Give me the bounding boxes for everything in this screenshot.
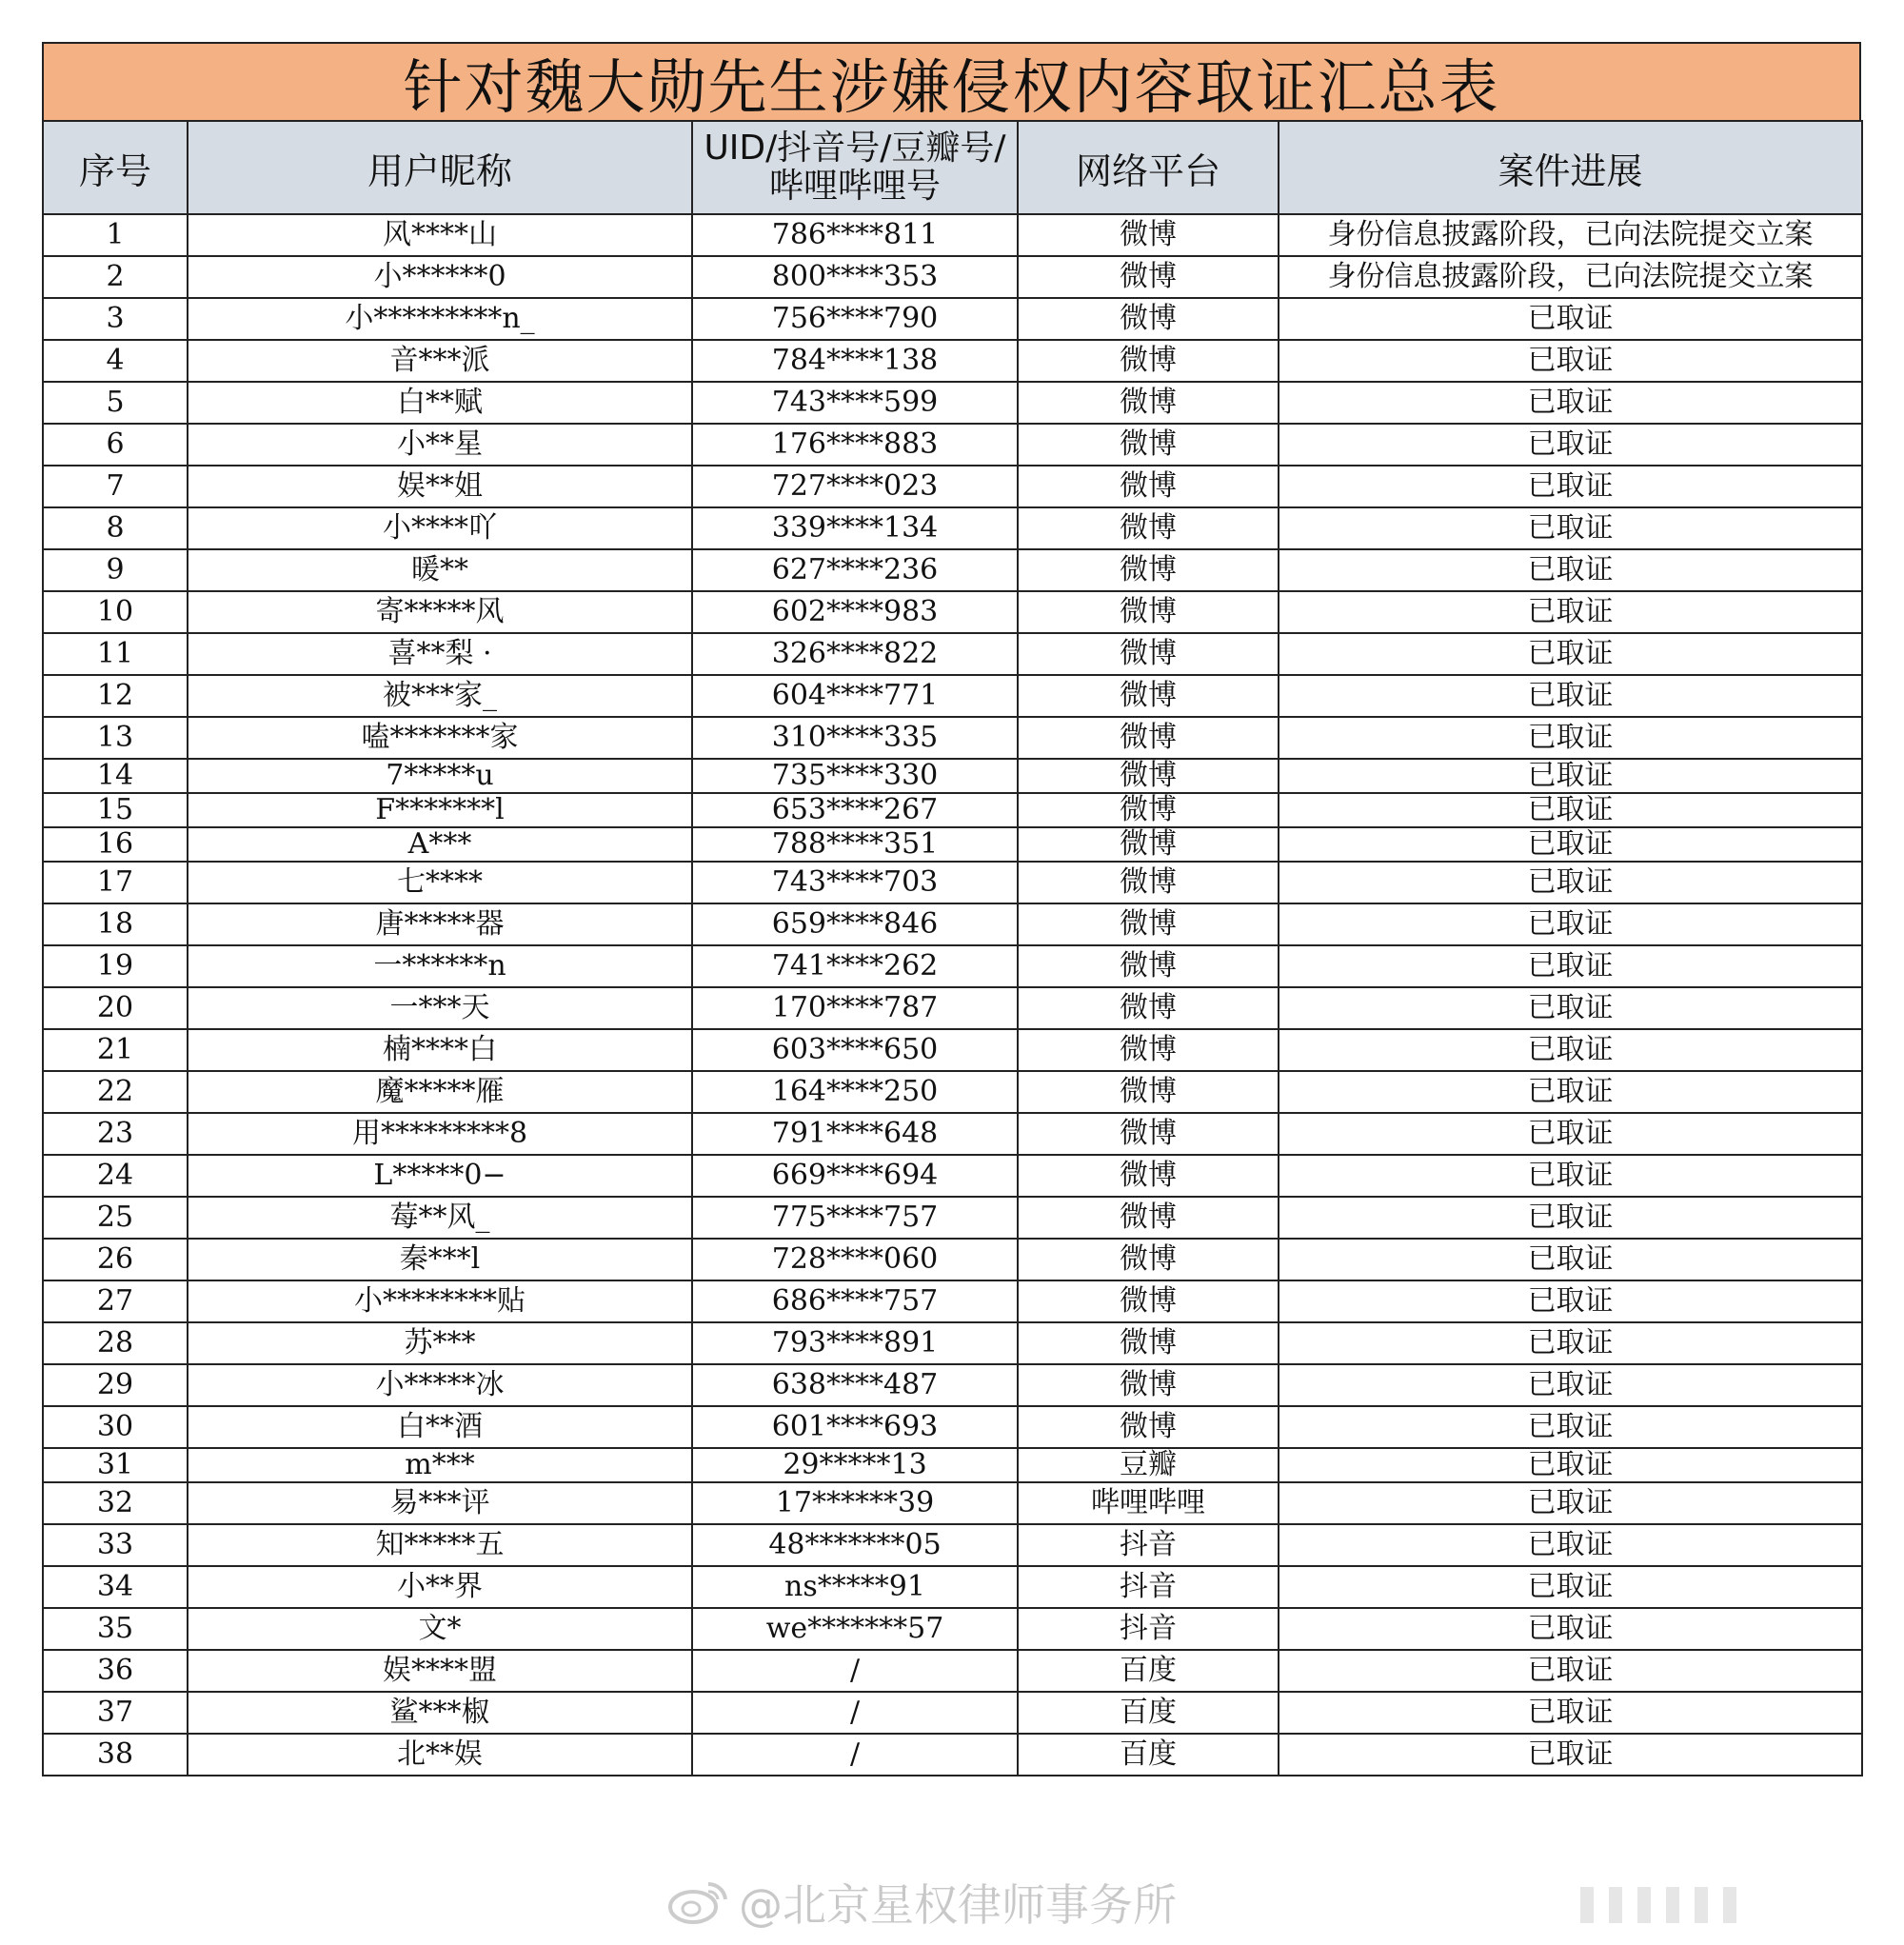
cell-progress: 已取证 [1279,1566,1862,1608]
cell-uid: 164****250 [692,1071,1018,1113]
cell-progress: 已取证 [1279,1608,1862,1650]
cell-progress: 已取证 [1279,382,1862,424]
cell-index: 25 [43,1197,188,1239]
table-row [43,1448,1862,1482]
cell-uid: 791****648 [692,1113,1018,1155]
cell-uid: 17******39 [692,1482,1018,1524]
table-row [43,1692,1862,1734]
cell-platform: 微博 [1018,759,1279,793]
cell-progress: 已取证 [1279,793,1862,827]
cell-platform: 微博 [1018,256,1279,298]
cell-platform: 抖音 [1018,1524,1279,1566]
cell-uid: 603****650 [692,1029,1018,1071]
table-row [43,256,1862,298]
table-row [43,945,1862,987]
cell-nickname: 嗑*******家 [188,717,692,759]
cell-index: 11 [43,633,188,675]
table-row [43,466,1862,507]
table-row [43,903,1862,945]
table-row [43,382,1862,424]
cell-index: 16 [43,827,188,862]
table-row [43,759,1862,793]
cell-platform: 微博 [1018,675,1279,717]
cell-platform: 微博 [1018,340,1279,382]
cell-uid: 326****822 [692,633,1018,675]
cell-uid: 602****983 [692,591,1018,633]
cell-uid: 727****023 [692,466,1018,507]
cell-progress: 已取证 [1279,1155,1862,1197]
cell-index: 8 [43,507,188,549]
table-row [43,1482,1862,1524]
cell-nickname: 小**界 [188,1566,692,1608]
cell-nickname: 风****山 [188,214,692,256]
cell-nickname: A*** [188,827,692,862]
cell-platform: 微博 [1018,793,1279,827]
cell-platform: 微博 [1018,1322,1279,1364]
table-row [43,1113,1862,1155]
header-progress: 案件进展 [1279,121,1862,214]
cell-nickname: L*****0− [188,1155,692,1197]
cell-platform: 微博 [1018,862,1279,903]
cell-platform: 微博 [1018,1071,1279,1113]
table-row [43,1650,1862,1692]
cell-platform: 微博 [1018,827,1279,862]
cell-uid: / [692,1650,1018,1692]
table-row [43,1197,1862,1239]
table-row [43,1406,1862,1448]
cell-nickname: 用*********8 [188,1113,692,1155]
cell-index: 32 [43,1482,188,1524]
cell-index: 4 [43,340,188,382]
cell-index: 22 [43,1071,188,1113]
watermark-text: @北京星权律师事务所 [739,1879,1177,1931]
cell-nickname: 喜**梨 · [188,633,692,675]
cell-progress: 已取证 [1279,827,1862,862]
cell-uid: 176****883 [692,424,1018,466]
cell-progress: 已取证 [1279,1364,1862,1406]
cell-platform: 抖音 [1018,1566,1279,1608]
cell-index: 24 [43,1155,188,1197]
cell-progress: 已取证 [1279,1650,1862,1692]
cell-nickname: 易***评 [188,1482,692,1524]
cell-nickname: 莓**风_ [188,1197,692,1239]
cell-uid: 659****846 [692,903,1018,945]
cell-progress: 已取证 [1279,987,1862,1029]
cell-nickname: 七**** [188,862,692,903]
cell-progress: 已取证 [1279,903,1862,945]
cell-progress: 已取证 [1279,340,1862,382]
header-row [43,121,1862,214]
cell-nickname: 北**娱 [188,1734,692,1776]
table-row [43,507,1862,549]
cell-progress: 已取证 [1279,424,1862,466]
table-row [43,987,1862,1029]
cell-progress: 已取证 [1279,1734,1862,1776]
table-row [43,675,1862,717]
cell-progress: 身份信息披露阶段，已向法院提交立案 [1279,256,1862,298]
cell-nickname: 小*****冰 [188,1364,692,1406]
cell-progress: 已取证 [1279,1692,1862,1734]
cell-nickname: 知*****五 [188,1524,692,1566]
cell-uid: 686****757 [692,1280,1018,1322]
cell-nickname: 小****吖 [188,507,692,549]
cell-progress: 已取证 [1279,298,1862,340]
cell-progress: 已取证 [1279,507,1862,549]
cell-uid: 784****138 [692,340,1018,382]
cell-index: 21 [43,1029,188,1071]
cell-uid: 601****693 [692,1406,1018,1448]
weibo-logo-icon [666,1878,729,1926]
cell-platform: 微博 [1018,717,1279,759]
table-title: 针对魏大勋先生涉嫌侵权内容取证汇总表 [42,42,1861,120]
cell-index: 20 [43,987,188,1029]
cell-index: 35 [43,1608,188,1650]
table-row [43,1524,1862,1566]
cell-nickname: 娱**姐 [188,466,692,507]
cell-progress: 已取证 [1279,717,1862,759]
cell-platform: 微博 [1018,987,1279,1029]
cell-progress: 已取证 [1279,1524,1862,1566]
cell-index: 31 [43,1448,188,1482]
table-row [43,424,1862,466]
cell-nickname: 音***派 [188,340,692,382]
table-row [43,1608,1862,1650]
cell-uid: 743****703 [692,862,1018,903]
cell-uid: 775****757 [692,1197,1018,1239]
cell-uid: 627****236 [692,549,1018,591]
cell-nickname: 魔*****雁 [188,1071,692,1113]
cell-index: 34 [43,1566,188,1608]
cell-platform: 微博 [1018,466,1279,507]
cell-index: 2 [43,256,188,298]
cell-platform: 微博 [1018,298,1279,340]
cell-nickname: 一******n [188,945,692,987]
cell-index: 38 [43,1734,188,1776]
cell-nickname: 鲨***椒 [188,1692,692,1734]
cell-nickname: 楠****白 [188,1029,692,1071]
cell-index: 9 [43,549,188,591]
cell-nickname: 暖** [188,549,692,591]
cell-uid: 604****771 [692,675,1018,717]
cell-uid: 669****694 [692,1155,1018,1197]
cell-nickname: 一***天 [188,987,692,1029]
cell-progress: 已取证 [1279,862,1862,903]
cell-nickname: 7*****u [188,759,692,793]
cell-platform: 微博 [1018,382,1279,424]
cell-platform: 微博 [1018,1280,1279,1322]
cell-progress: 已取证 [1279,549,1862,591]
cell-index: 7 [43,466,188,507]
cell-uid: 728****060 [692,1239,1018,1280]
table-row [43,1566,1862,1608]
cell-index: 18 [43,903,188,945]
cell-progress: 已取证 [1279,1239,1862,1280]
cell-uid: 741****262 [692,945,1018,987]
cell-index: 19 [43,945,188,987]
table-row [43,793,1862,827]
header-platform: 网络平台 [1018,121,1279,214]
table-row [43,591,1862,633]
cell-progress: 已取证 [1279,1197,1862,1239]
cell-nickname: 唐*****器 [188,903,692,945]
cell-platform: 抖音 [1018,1608,1279,1650]
header-nickname: 用户昵称 [188,121,692,214]
cell-progress: 已取证 [1279,633,1862,675]
cell-nickname: 秦***l [188,1239,692,1280]
table-row [43,340,1862,382]
table-row [43,214,1862,256]
cell-index: 37 [43,1692,188,1734]
cell-index: 15 [43,793,188,827]
evidence-table [42,120,1863,1776]
cell-platform: 微博 [1018,633,1279,675]
cell-index: 33 [43,1524,188,1566]
cell-progress: 已取证 [1279,945,1862,987]
cell-platform: 微博 [1018,903,1279,945]
cell-platform: 微博 [1018,214,1279,256]
cell-index: 14 [43,759,188,793]
cell-nickname: 小*********n_ [188,298,692,340]
header-index: 序号 [43,121,188,214]
cell-uid: 756****790 [692,298,1018,340]
cell-index: 23 [43,1113,188,1155]
cell-nickname: 娱****盟 [188,1650,692,1692]
weibo-watermark [666,1871,1177,1934]
cell-progress: 已取证 [1279,1071,1862,1113]
evidence-summary-sheet [42,42,1861,1776]
cell-progress: 已取证 [1279,759,1862,793]
cell-uid: 743****599 [692,382,1018,424]
cell-nickname: F*******l [188,793,692,827]
table-row [43,1239,1862,1280]
cell-progress: 已取证 [1279,591,1862,633]
table-row [43,549,1862,591]
cell-nickname: 小**星 [188,424,692,466]
table-row [43,717,1862,759]
cell-progress: 已取证 [1279,1448,1862,1482]
cell-progress: 已取证 [1279,1482,1862,1524]
cell-uid: 653****267 [692,793,1018,827]
cell-nickname: 苏*** [188,1322,692,1364]
cell-index: 5 [43,382,188,424]
table-row [43,1071,1862,1113]
header-uid: UID/抖音号/豆瓣号/哔哩哔哩号 [692,121,1018,214]
cell-platform: 微博 [1018,591,1279,633]
cell-platform: 哔哩哔哩 [1018,1482,1279,1524]
cell-index: 17 [43,862,188,903]
cell-nickname: 寄*****风 [188,591,692,633]
table-row [43,1734,1862,1776]
cell-platform: 微博 [1018,507,1279,549]
cell-platform: 百度 [1018,1692,1279,1734]
cell-platform: 微博 [1018,1239,1279,1280]
cell-uid: 788****351 [692,827,1018,862]
cell-platform: 微博 [1018,1113,1279,1155]
table-row [43,1029,1862,1071]
cell-uid: 170****787 [692,987,1018,1029]
cell-uid: / [692,1692,1018,1734]
cell-platform: 微博 [1018,945,1279,987]
cell-index: 3 [43,298,188,340]
cell-index: 1 [43,214,188,256]
cell-platform: 微博 [1018,1155,1279,1197]
cell-progress: 身份信息披露阶段，已向法院提交立案 [1279,214,1862,256]
cell-progress: 已取证 [1279,1029,1862,1071]
cell-platform: 微博 [1018,1029,1279,1071]
cell-nickname: 白**酒 [188,1406,692,1448]
cell-nickname: m*** [188,1448,692,1482]
cell-progress: 已取证 [1279,1280,1862,1322]
cell-uid: 48*******05 [692,1524,1018,1566]
cell-platform: 微博 [1018,549,1279,591]
cell-uid: 339****134 [692,507,1018,549]
decorative-bars [1580,1887,1736,1923]
cell-progress: 已取证 [1279,1406,1862,1448]
table-row [43,633,1862,675]
cell-progress: 已取证 [1279,1322,1862,1364]
table-row [43,862,1862,903]
table-row [43,1364,1862,1406]
cell-platform: 豆瓣 [1018,1448,1279,1482]
cell-index: 27 [43,1280,188,1322]
table-row [43,1322,1862,1364]
cell-index: 36 [43,1650,188,1692]
cell-index: 10 [43,591,188,633]
cell-uid: we*******57 [692,1608,1018,1650]
table-row [43,827,1862,862]
cell-uid: 793****891 [692,1322,1018,1364]
cell-index: 28 [43,1322,188,1364]
cell-uid: 310****335 [692,717,1018,759]
table-row [43,1280,1862,1322]
table-row [43,1155,1862,1197]
cell-platform: 微博 [1018,424,1279,466]
cell-nickname: 小********贴 [188,1280,692,1322]
cell-progress: 已取证 [1279,675,1862,717]
cell-index: 26 [43,1239,188,1280]
cell-index: 13 [43,717,188,759]
cell-index: 30 [43,1406,188,1448]
cell-nickname: 文* [188,1608,692,1650]
cell-uid: 735****330 [692,759,1018,793]
cell-uid: 638****487 [692,1364,1018,1406]
cell-progress: 已取证 [1279,1113,1862,1155]
cell-platform: 百度 [1018,1734,1279,1776]
cell-index: 29 [43,1364,188,1406]
table-row [43,298,1862,340]
cell-uid: 800****353 [692,256,1018,298]
cell-platform: 百度 [1018,1650,1279,1692]
cell-index: 12 [43,675,188,717]
cell-platform: 微博 [1018,1406,1279,1448]
cell-nickname: 白**赋 [188,382,692,424]
cell-uid: ns*****91 [692,1566,1018,1608]
cell-nickname: 被***家_ [188,675,692,717]
cell-uid: 29*****13 [692,1448,1018,1482]
cell-platform: 微博 [1018,1364,1279,1406]
cell-uid: 786****811 [692,214,1018,256]
cell-progress: 已取证 [1279,466,1862,507]
cell-uid: / [692,1734,1018,1776]
table-body [43,214,1862,1776]
cell-index: 6 [43,424,188,466]
cell-platform: 微博 [1018,1197,1279,1239]
cell-nickname: 小******0 [188,256,692,298]
